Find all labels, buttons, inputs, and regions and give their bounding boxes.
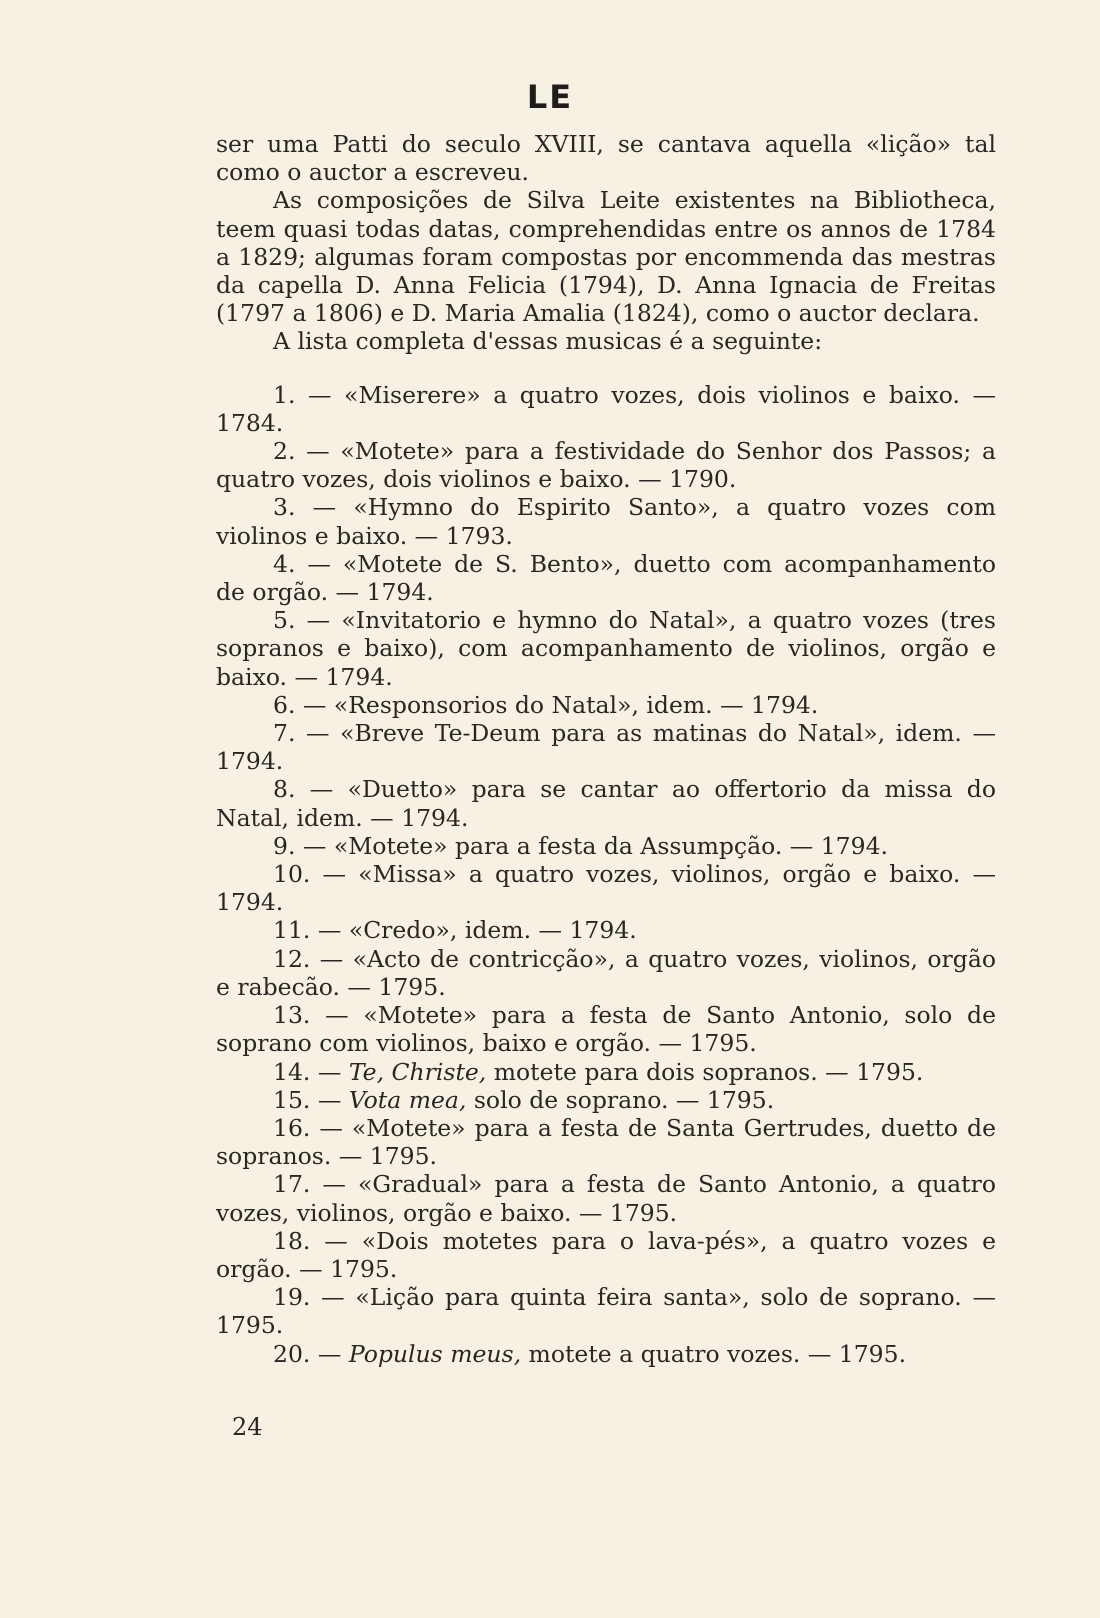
list-item: 6. — «Responsorios do Natal», idem. — 1794. (273, 690, 819, 719)
spacer (216, 356, 996, 381)
work-title: Populus meus, (348, 1339, 522, 1368)
list-item: 17. — «Gradual» para a festa de Santo Antonio, a quatro vozes, violinos, orgão e baixo. — 1795. (216, 1170, 996, 1227)
running-header: LE (526, 78, 574, 116)
list-item: 4. — «Motete de S. Bento», duetto com acompanhamento de orgão. — 1794. (216, 549, 996, 607)
list-item: 11. — «Credo», idem. — 1794. (273, 916, 637, 945)
list-item (216, 1086, 996, 1114)
item-number: 14. — (273, 1057, 349, 1086)
list-item: 9. — «Motete» para a festa da Assumpção. — 1794. (273, 831, 889, 860)
list-item: 5. — «Invitatorio e hymno do Natal», a quatro vozes (tres sopranos e baixo), com acompanhamento de violinos, orgão e baixo. — 1794. (216, 606, 996, 691)
list-item (216, 1340, 996, 1368)
list-item: 13. — «Motete» para a festa de Santo Antonio, solo de soprano com violinos, baixo e orgão. — 1795. (216, 1001, 996, 1058)
list-item: 18. — «Dois motetes para o lava-pés», a quatro vozes e orgão. — 1795. (216, 1226, 996, 1283)
list-item: 12. — «Acto de contricção», a quatro vozes, violinos, orgão e rabecão. — 1795. (216, 944, 996, 1001)
list-item: 7. — «Breve Te-Deum para as matinas do Natal», idem. — 1794. (216, 719, 996, 776)
list-item: 1. — «Miserere» a quatro vozes, dois violinos e baixo. — 1784. (216, 380, 996, 437)
list-item: 3. — «Hymno do Espirito Santo», a quatro vozes com violinos e baixo. — 1793. (216, 493, 996, 550)
paragraph-list-intro: A lista completa d'essas musicas é a seguinte: (273, 327, 823, 356)
item-description: motete para dois sopranos. — 1795. (486, 1057, 924, 1086)
paragraph-continuation: ser uma Patti do seculo XVIII, se cantava aquella «lição» tal como o auctor a escreveu. (216, 130, 996, 187)
item-number: 15. — (273, 1085, 349, 1114)
page-body (216, 130, 996, 1368)
list-item: 8. — «Duetto» para se cantar ao offertorio da missa do Natal, idem. — 1794. (216, 775, 996, 832)
list-item (216, 1058, 996, 1086)
list-item: 16. — «Motete» para a festa de Santa Gertrudes, duetto de sopranos. — 1795. (216, 1113, 996, 1171)
page-number: 24 (232, 1413, 263, 1441)
list-item: 2. — «Motete» para a festividade do Senhor dos Passos; a quatro vozes, dois violinos e baixo. — 1790. (216, 437, 996, 494)
work-title: Vota mea, (348, 1085, 467, 1114)
list-item: 19. — «Lição para quinta feira santa», solo de soprano. — 1795. (216, 1283, 996, 1340)
work-title: Te, Christe, (348, 1057, 487, 1086)
item-number: 20. — (273, 1339, 349, 1368)
item-description: solo de soprano. — 1795. (466, 1085, 775, 1114)
list-item: 10. — «Missa» a quatro vozes, violinos, orgão e baixo. — 1794. (216, 860, 996, 917)
paragraph-compositions: As composições de Silva Leite existentes na Bibliotheca, teem quasi todas datas, comprehendidas entre os annos de 1784 a 1829; algumas foram compostas por encommenda das mestras da capella D. Anna Felicia (1794), D. Anna Ignacia de Freitas (1797 a 1806) e D. Maria Amalia (1824), como o auctor declara. (216, 186, 996, 328)
item-description: motete a quatro vozes. — 1795. (521, 1339, 907, 1368)
